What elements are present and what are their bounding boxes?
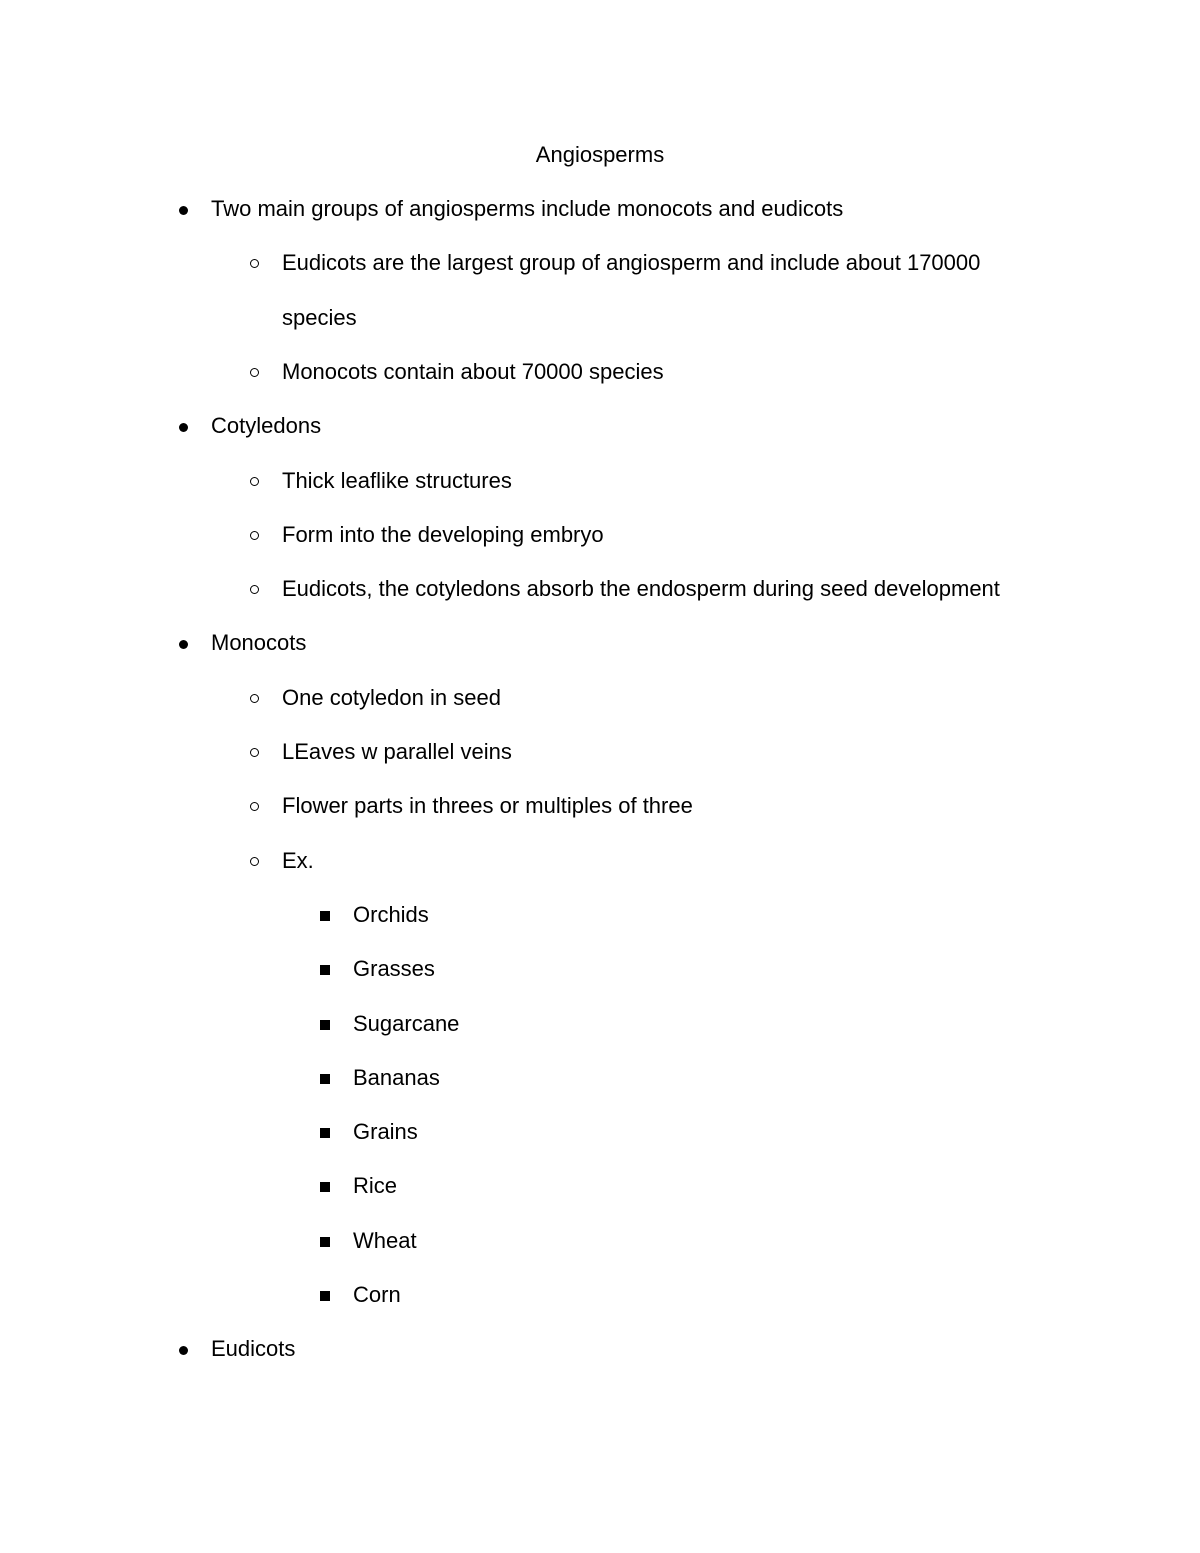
list-item-level-1: Cotyledons <box>211 413 322 439</box>
square-bullet-icon <box>320 1128 330 1138</box>
list-item-level-3: Grasses <box>353 956 435 982</box>
hollow-circle-bullet-icon <box>250 259 259 268</box>
hollow-circle-bullet-icon <box>250 477 259 486</box>
list-item-level-2: species <box>282 304 357 330</box>
square-bullet-icon <box>320 1074 330 1084</box>
list-item-level-1: Two main groups of angiosperms include monocots and eudicots <box>211 196 844 221</box>
list-item-level-2: Monocots contain about 70000 species <box>282 358 664 384</box>
list-item-level-2: Form into the developing embryo <box>282 521 604 547</box>
hollow-circle-bullet-icon <box>250 857 259 866</box>
filled-circle-bullet-icon <box>179 423 188 432</box>
filled-circle-bullet-icon <box>179 206 188 215</box>
list-item-level-2: Thick leaflike structures <box>282 467 512 493</box>
list-item-level-2: Flower parts in threes or multiples of three <box>282 793 693 819</box>
filled-circle-bullet-icon <box>179 1346 188 1355</box>
list-item-level-3: Corn <box>353 1282 401 1307</box>
hollow-circle-bullet-icon <box>250 802 259 811</box>
list-item-level-2: Eudicots are the largest group of angiosperm and include about 170000 <box>282 250 981 276</box>
list-item-level-3: Sugarcane <box>353 1010 460 1036</box>
square-bullet-icon <box>320 1182 330 1192</box>
list-item-level-3: Orchids <box>353 901 429 927</box>
list-item-level-2: LEaves w parallel veins <box>282 739 512 764</box>
page-title: Angiosperms <box>535 142 665 167</box>
list-item-level-1: Monocots <box>211 630 307 656</box>
hollow-circle-bullet-icon <box>250 368 259 377</box>
list-item-level-2: One cotyledon in seed <box>282 684 501 710</box>
list-item-level-3: Wheat <box>353 1227 417 1253</box>
list-item-level-3: Bananas <box>353 1064 440 1090</box>
list-item-level-3: Rice <box>353 1173 398 1199</box>
hollow-circle-bullet-icon <box>250 585 259 594</box>
hollow-circle-bullet-icon <box>250 531 259 540</box>
square-bullet-icon <box>320 911 330 921</box>
list-item-level-2: Ex. <box>282 847 314 873</box>
hollow-circle-bullet-icon <box>250 694 259 703</box>
square-bullet-icon <box>320 1291 330 1301</box>
square-bullet-icon <box>320 1237 330 1247</box>
list-item-level-2: Eudicots, the cotyledons absorb the endosperm during seed development <box>282 576 1000 602</box>
filled-circle-bullet-icon <box>179 640 188 649</box>
list-item-level-3: Grains <box>353 1119 418 1145</box>
list-item-level-1: Eudicots <box>211 1336 296 1362</box>
hollow-circle-bullet-icon <box>250 748 259 757</box>
square-bullet-icon <box>320 1020 330 1030</box>
square-bullet-icon <box>320 965 330 975</box>
